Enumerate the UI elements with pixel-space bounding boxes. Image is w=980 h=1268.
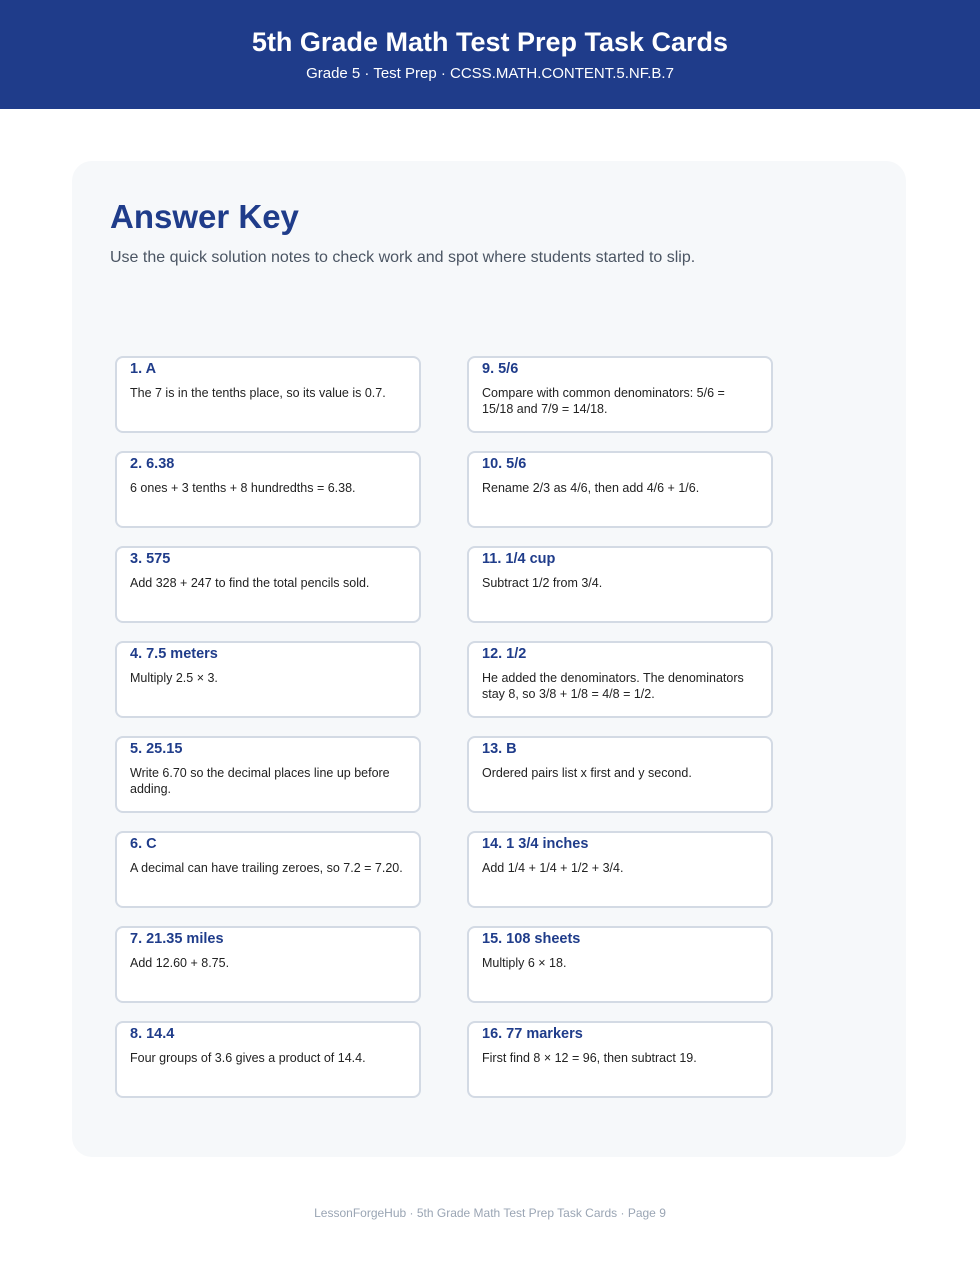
answer-card-8 xyxy=(115,1021,421,1098)
card-answer: 11. 1/4 cup xyxy=(482,551,556,567)
document-title: 5th Grade Math Test Prep Task Cards xyxy=(251,27,729,57)
answer-card-10 xyxy=(467,451,773,528)
card-note: Write 6.70 so the decimal places line up before adding. xyxy=(130,766,390,796)
card-note: Add 328 + 247 to find the total pencils sold. xyxy=(130,576,370,590)
answer-card-16 xyxy=(467,1021,773,1098)
card-answer: 14. 1 3/4 inches xyxy=(482,836,589,852)
answer-key-panel xyxy=(72,161,906,1157)
card-note: Subtract 1/2 from 3/4. xyxy=(482,576,603,590)
card-answer: 16. 77 markers xyxy=(482,1026,583,1042)
answer-card-6 xyxy=(115,831,421,908)
card-answer: 6. C xyxy=(130,836,157,852)
card-answer: 9. 5/6 xyxy=(482,361,519,377)
card-note: Multiply 6 × 18. xyxy=(482,956,567,970)
card-answer: 2. 6.38 xyxy=(130,456,175,472)
card-note: Multiply 2.5 × 3. xyxy=(130,671,218,685)
card-answer: 12. 1/2 xyxy=(482,646,527,662)
answer-card-11 xyxy=(467,546,773,623)
answer-card-grid xyxy=(115,356,775,1098)
card-note: Add 12.60 + 8.75. xyxy=(130,956,230,970)
answer-card-4 xyxy=(115,641,421,718)
document-subtitle: Grade 5 · Test Prep · CCSS.MATH.CONTENT.5.NF.B.7 xyxy=(306,65,674,82)
answer-card-13 xyxy=(467,736,773,813)
card-answer: 10. 5/6 xyxy=(482,456,527,472)
answer-card-3 xyxy=(115,546,421,623)
card-answer: 8. 14.4 xyxy=(130,1026,175,1042)
card-note: Rename 2/3 as 4/6, then add 4/6 + 1/6. xyxy=(482,481,700,495)
card-answer: 7. 21.35 miles xyxy=(130,931,224,947)
card-note: A decimal can have trailing zeroes, so 7.2 = 7.20. xyxy=(130,861,403,875)
card-answer: 13. B xyxy=(482,741,517,757)
card-answer: 5. 25.15 xyxy=(130,741,183,757)
card-note: Add 1/4 + 1/4 + 1/2 + 3/4. xyxy=(482,861,624,875)
card-answer: 3. 575 xyxy=(130,551,171,567)
answer-card-1 xyxy=(115,356,421,433)
answer-card-2 xyxy=(115,451,421,528)
page-header xyxy=(0,0,980,109)
answer-card-15 xyxy=(467,926,773,1003)
section-intro: Use the quick solution notes to check work and spot where students started to slip. xyxy=(110,249,696,266)
card-note: First find 8 × 12 = 96, then subtract 19. xyxy=(482,1051,697,1065)
answer-card-5 xyxy=(115,736,421,813)
card-answer: 4. 7.5 meters xyxy=(130,646,218,662)
answer-card-12 xyxy=(467,641,773,718)
card-note: The 7 is in the tenths place, so its value is 0.7. xyxy=(130,386,386,400)
card-note: He added the denominators. The denominators stay 8, so 3/8 + 1/8 = 4/8 = 1/2. xyxy=(482,671,744,701)
answer-card-9 xyxy=(467,356,773,433)
card-note: 6 ones + 3 tenths + 8 hundredths = 6.38. xyxy=(130,481,356,495)
card-answer: 15. 108 sheets xyxy=(482,931,581,947)
card-note: Ordered pairs list x first and y second. xyxy=(482,766,692,780)
card-note: Four groups of 3.6 gives a product of 14.4. xyxy=(130,1051,366,1065)
section-title: Answer Key xyxy=(110,198,299,235)
page-footer: LessonForgeHub · 5th Grade Math Test Prep Task Cards · Page 9 xyxy=(314,1206,666,1220)
card-answer: 1. A xyxy=(130,361,157,377)
card-note: Compare with common denominators: 5/6 = 15/18 and 7/9 = 14/18. xyxy=(482,386,725,416)
answer-card-7 xyxy=(115,926,421,1003)
answer-card-14 xyxy=(467,831,773,908)
